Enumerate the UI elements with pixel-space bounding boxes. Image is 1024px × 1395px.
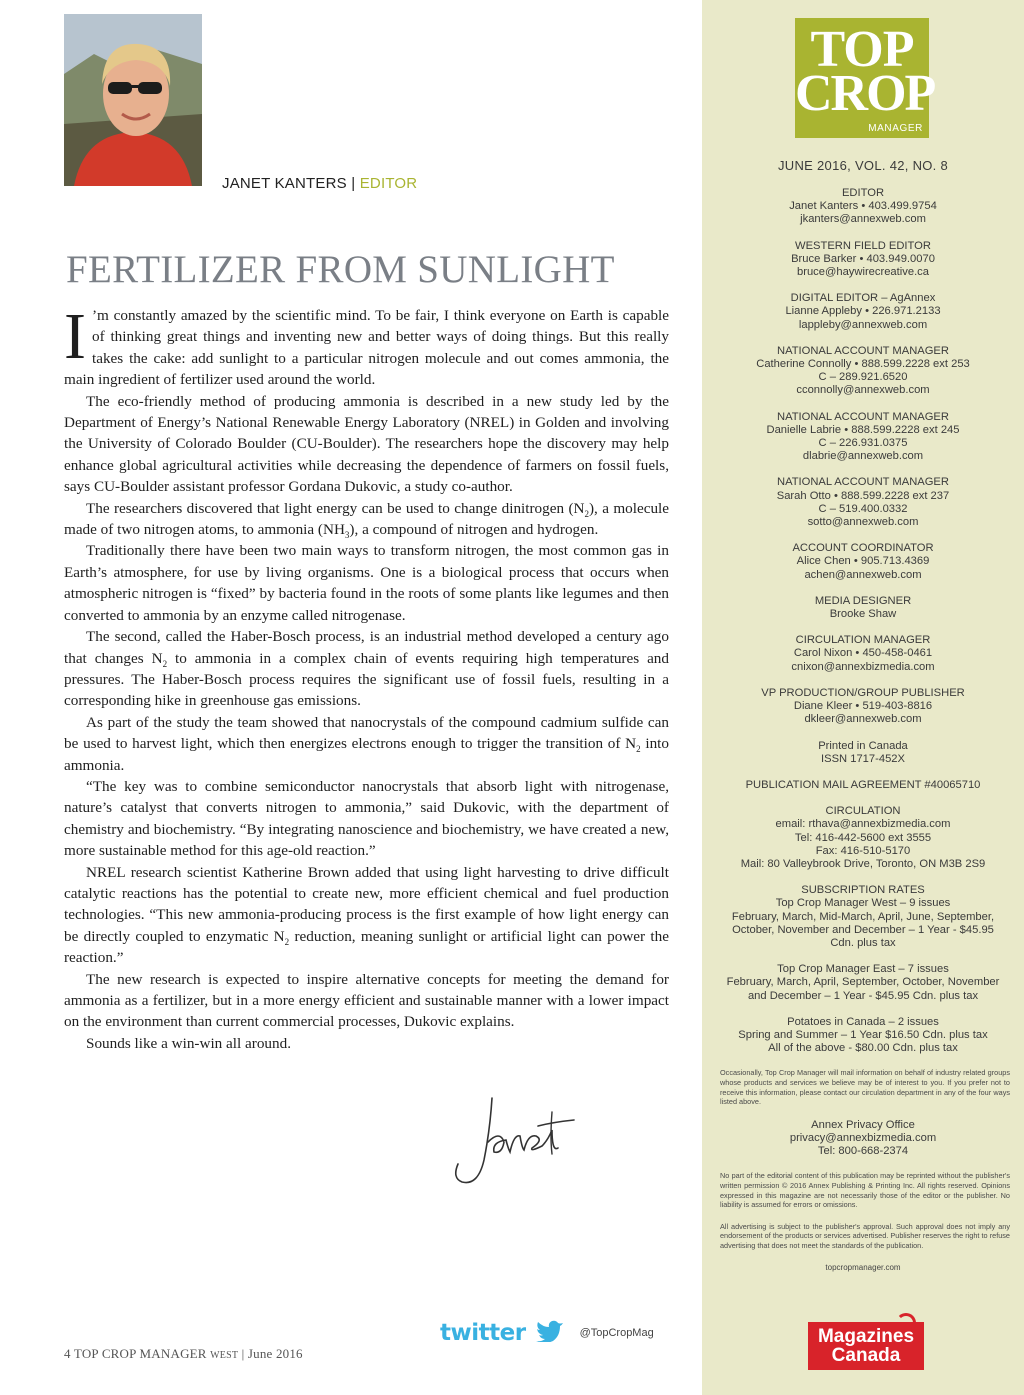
editor-signature	[448, 1090, 578, 1190]
masthead	[702, 158, 1024, 1280]
staff-block-heading: Potatoes in Canada – 2 issues	[787, 1015, 939, 1028]
staff-block-line: Diane Kleer • 519-403-8816	[793, 700, 933, 713]
logo-line-2: CROP	[795, 65, 935, 122]
byline	[222, 175, 417, 192]
paragraph-6	[64, 712, 669, 776]
staff-block	[702, 884, 1024, 950]
staff-block-line: Bruce Barker • 403.949.0070	[791, 252, 935, 265]
staff-block	[702, 595, 1024, 621]
staff-block-line: October, November and December – 1 Year - $45.95	[732, 923, 994, 936]
staff-block-line: C – 226.931.0375	[818, 437, 908, 450]
paragraph-10: Sounds like a win-win all around.	[86, 1034, 292, 1052]
paragraph-5-part-b: to ammonia in a complex chain of events requiring high temperatures and pressures. The Haber-Bosch process requires the significant use of fossil fuels, resulting in a corresponding hike in greenhouse gas emissions.	[64, 649, 669, 710]
subscript: 2	[284, 936, 290, 947]
paragraph-5-part-a: The second, called the Haber-Bosch process, is an industrial method developed a century ago that changes N	[64, 628, 669, 667]
staff-block-heading: Printed in Canada	[818, 739, 908, 752]
staff-block-line: Lianne Appleby • 226.971.2133	[785, 305, 941, 318]
privacy-line: Annex Privacy Office	[811, 1118, 915, 1131]
staff-block	[702, 963, 1024, 1003]
staff-block-line[interactable]: lappleby@annexweb.com	[798, 318, 928, 331]
staff-block-heading: WESTERN FIELD EDITOR	[795, 239, 931, 252]
paragraph-3-part-c: ), a compound of nitrogen and hydrogen.	[349, 521, 599, 539]
copyright-note: No part of the editorial content of this publication may be reprinted without the publisher's written permission © 2016 Annex Publishing & Printing Inc. All rights reserved. Opinions expressed in this magazine are not necessarily those of the editor or the publisher. No liability is assumed for errors or omissions.	[720, 1171, 1010, 1210]
paragraph-6-part-b: into ammonia.	[64, 735, 669, 774]
staff-block	[702, 805, 1024, 871]
subscript: 2	[636, 744, 641, 755]
staff-block-line: Alice Chen • 905.713.4369	[796, 555, 930, 568]
staff-block	[702, 476, 1024, 529]
staff-block-line[interactable]: cnixon@annexbizmedia.com	[791, 660, 935, 673]
privacy-line: Tel: 800-668-2374	[817, 1145, 909, 1158]
staff-block-line: and December – 1 Year - $45.95 Cdn. plus tax	[747, 989, 979, 1002]
footer-magazine: TOP CROP MANAGER	[73, 1346, 207, 1361]
staff-block-line: Tel: 416-442-5600 ext 3555	[794, 831, 932, 844]
staff-block-line: Cdn. plus tax	[830, 936, 896, 949]
author-name: JANET KANTERS	[222, 175, 347, 192]
staff-block-line: February, March, April, September, October, November	[726, 976, 1000, 989]
paragraph-3-part-b: ), a molecule made of two nitrogen atoms, to ammonia (NH	[64, 499, 669, 539]
mc-line-1: Magazines	[817, 1326, 915, 1347]
logo-line-1: TOP	[810, 21, 914, 78]
staff-block-heading: MEDIA DESIGNER	[814, 594, 912, 607]
paragraph-2: The eco-friendly method of producing ammonia is described in a new study led by the Department of Energy’s National Renewable Energy Laboratory (NREL) in Golden and involving the University of Colorado Boulder (CU-Boulder). The researchers hope the discovery may help enhance global agricultural activities while decreasing the dependence of farmers on fossil fuels, says CU-Boulder assistant professor Gordana Dukovic, a study co-author.	[64, 392, 669, 496]
staff-block-line[interactable]: dkleer@annexweb.com	[804, 713, 922, 726]
advertising-note: All advertising is subject to the publisher's approval. Such approval does not imply any endorsement of the products or services advertised. Publisher reserves the right to refuse advertising that does not meet the standards of the publication.	[720, 1221, 1010, 1250]
staff-block-line: Catherine Connolly • 888.599.2228 ext 253	[756, 358, 970, 371]
staff-block-line[interactable]: email: rthava@annexbizmedia.com	[775, 818, 951, 831]
page-footer	[64, 1346, 303, 1362]
paragraph-8-part-b: reduction, meaning sunlight or artificial light can power the reaction.”	[64, 927, 669, 967]
staff-block-heading: NATIONAL ACCOUNT MANAGER	[777, 344, 949, 357]
article-body	[64, 300, 669, 1054]
twitter-handle[interactable]: @TopCropMag	[579, 1327, 654, 1339]
staff-block	[702, 542, 1024, 582]
staff-block-heading: NATIONAL ACCOUNT MANAGER	[777, 476, 949, 489]
paragraph-3-part-a: The researchers discovered that light energy can be used to change dinitrogen (N	[86, 499, 585, 517]
staff-block-line: Danielle Labrie • 888.599.2228 ext 245	[766, 423, 960, 436]
staff-block	[702, 240, 1024, 280]
issue-info: JUNE 2016, VOL. 42, NO. 8	[777, 158, 949, 173]
page-number: 4	[64, 1346, 71, 1361]
staff-block-heading: PUBLICATION MAIL AGREEMENT #40065710	[745, 778, 981, 791]
top-crop-manager-logo	[795, 18, 935, 138]
privacy-office	[702, 1119, 1024, 1159]
paragraph-3	[64, 498, 669, 541]
staff-block-heading: SUBSCRIPTION RATES	[801, 884, 925, 897]
logo-line-3: MANAGER	[868, 123, 923, 134]
staff-block-line[interactable]: jkanters@annexweb.com	[800, 213, 926, 226]
subscript: 2	[162, 658, 168, 669]
staff-block-line: February, March, Mid-March, April, June, September,	[731, 910, 995, 923]
paragraph-1	[64, 300, 669, 391]
footer-edition: WEST	[210, 1350, 239, 1361]
privacy-line[interactable]: privacy@annexbizmedia.com	[789, 1131, 937, 1144]
paragraph-5	[64, 626, 669, 712]
staff-block-line[interactable]: cconnolly@annexweb.com	[796, 384, 930, 397]
editor-photo	[64, 14, 202, 186]
twitter-wordmark: twitter	[440, 1320, 526, 1346]
staff-block-line: Brooke Shaw	[829, 608, 897, 621]
byline-separator: |	[351, 175, 356, 192]
magazines-canada-logo	[808, 1322, 924, 1370]
staff-block-line[interactable]: bruce@haywirecreative.ca	[797, 266, 929, 279]
staff-block	[702, 634, 1024, 674]
staff-list	[702, 187, 1024, 1055]
drop-cap: I	[64, 300, 86, 373]
staff-block-line: Janet Kanters • 403.499.9754	[789, 200, 937, 213]
staff-block-line: Sarah Otto • 888.599.2228 ext 237	[776, 489, 950, 502]
paragraph-6-part-a: As part of the study the team showed that nanocrystals of the compound cadmium sulfide can be used to harvest light, which then energizes electrons enough to trigger the transition of N	[64, 713, 669, 753]
twitter-bird-icon	[536, 1320, 564, 1347]
staff-block-line: Spring and Summer – 1 Year $16.50 Cdn. plus tax	[738, 1028, 988, 1041]
article-headline: FERTILIZER FROM SUNLIGHT	[66, 248, 615, 291]
staff-block	[702, 1016, 1024, 1056]
masthead-sidebar	[702, 0, 1024, 1395]
staff-block-heading: NATIONAL ACCOUNT MANAGER	[777, 410, 949, 423]
staff-block-line: All of the above - $80.00 Cdn. plus tax	[768, 1042, 958, 1055]
staff-block-line: C – 519.400.0332	[818, 502, 908, 515]
staff-block	[702, 345, 1024, 398]
staff-block-heading: VP PRODUCTION/GROUP PUBLISHER	[761, 686, 965, 699]
staff-block-line: Mail: 80 Valleybrook Drive, Toronto, ON M3B 2S9	[740, 857, 986, 870]
staff-block-line[interactable]: dlabrie@annexweb.com	[802, 450, 924, 463]
staff-block-heading: CIRCULATION MANAGER	[795, 634, 931, 647]
staff-block	[702, 740, 1024, 766]
author-role: EDITOR	[359, 175, 418, 192]
staff-block	[702, 187, 1024, 227]
staff-block-line[interactable]: achen@annexweb.com	[804, 568, 922, 581]
website-link[interactable]: topcropmanager.com	[825, 1262, 901, 1272]
footer-separator: |	[241, 1346, 245, 1361]
staff-block-heading: ACCOUNT COORDINATOR	[792, 542, 934, 555]
staff-block-heading: Top Crop Manager East – 7 issues	[777, 963, 949, 976]
paragraph-8	[64, 862, 669, 969]
subscript: 2	[584, 508, 589, 519]
paragraph-7: “The key was to combine semiconductor nanocrystals that absorb light with nitrogenase, nature’s catalyst that converts nitrogen to ammonia,” said Dukovic, with the department of chemistry and biochemistry. “By integrating nanoscience and biochemistry, we have created a new, more sustainable method for this age-old reaction.”	[64, 777, 669, 860]
paragraph-4: Traditionally there have been two main ways to transform nitrogen, the most common gas in Earth’s atmosphere, for use by living organisms. One is a biological process that occurs when atmospheric nitrogen is “fixed” by bacteria found in the roots of some plants like legumes and then converted to ammonia by an enzyme called nitrogenase.	[64, 542, 669, 624]
staff-block	[702, 779, 1024, 792]
paragraph-9: The new research is expected to inspire alternative concepts for meeting the demand for ammonia as a fertilizer, but in a more energy efficient and sustainable manner with a lower impact on the environment than current commercial processes, Dukovic explains.	[64, 970, 669, 1031]
paragraph-8-part-a: NREL research scientist Katherine Brown added that using light harvesting to drive difficult catalytic reactions has the potential to create new, more efficient chemical and fuel production technologies. “This new ammonia-producing process is the first example of how light energy can be directly coupled to enzymatic N	[64, 863, 669, 945]
staff-block-line: ISSN 1717-452X	[821, 752, 905, 765]
staff-block-line: C – 289.921.6520	[818, 371, 908, 384]
twitter-promo[interactable]	[440, 1318, 654, 1348]
subscript: 3	[344, 530, 350, 541]
staff-block	[702, 411, 1024, 464]
privacy-note: Occasionally, Top Crop Manager will mail information on behalf of industry related groups whose products and services we believe may be of interest to you. If you prefer not to receive this information, please contact our circulation department in any of the four ways listed above.	[720, 1068, 1010, 1107]
staff-block-line: Top Crop Manager West – 9 issues	[775, 897, 951, 910]
staff-block-line: Fax: 416-510-5170	[815, 844, 911, 857]
staff-block-heading: CIRCULATION	[825, 805, 901, 818]
staff-block-heading: DIGITAL EDITOR – AgAnnex	[790, 292, 936, 305]
staff-block-heading: EDITOR	[841, 187, 885, 199]
paragraph-1-text: ’m constantly amazed by the scientific mind. To be fair, I think everyone on Earth is capable of thinking great things and inventing new and better ways of doing things. But this really takes the cake: add sunlight to a particular nitrogen molecule and out comes ammonia, the main ingredient of fertilizer used around the world.	[64, 307, 669, 389]
footer-date: June 2016	[247, 1346, 303, 1361]
mc-line-2: Canada	[831, 1345, 901, 1366]
staff-block	[702, 687, 1024, 727]
staff-block-line[interactable]: sotto@annexweb.com	[807, 516, 919, 529]
staff-block-line: Carol Nixon • 450-458-0461	[793, 647, 933, 660]
staff-block	[702, 292, 1024, 332]
